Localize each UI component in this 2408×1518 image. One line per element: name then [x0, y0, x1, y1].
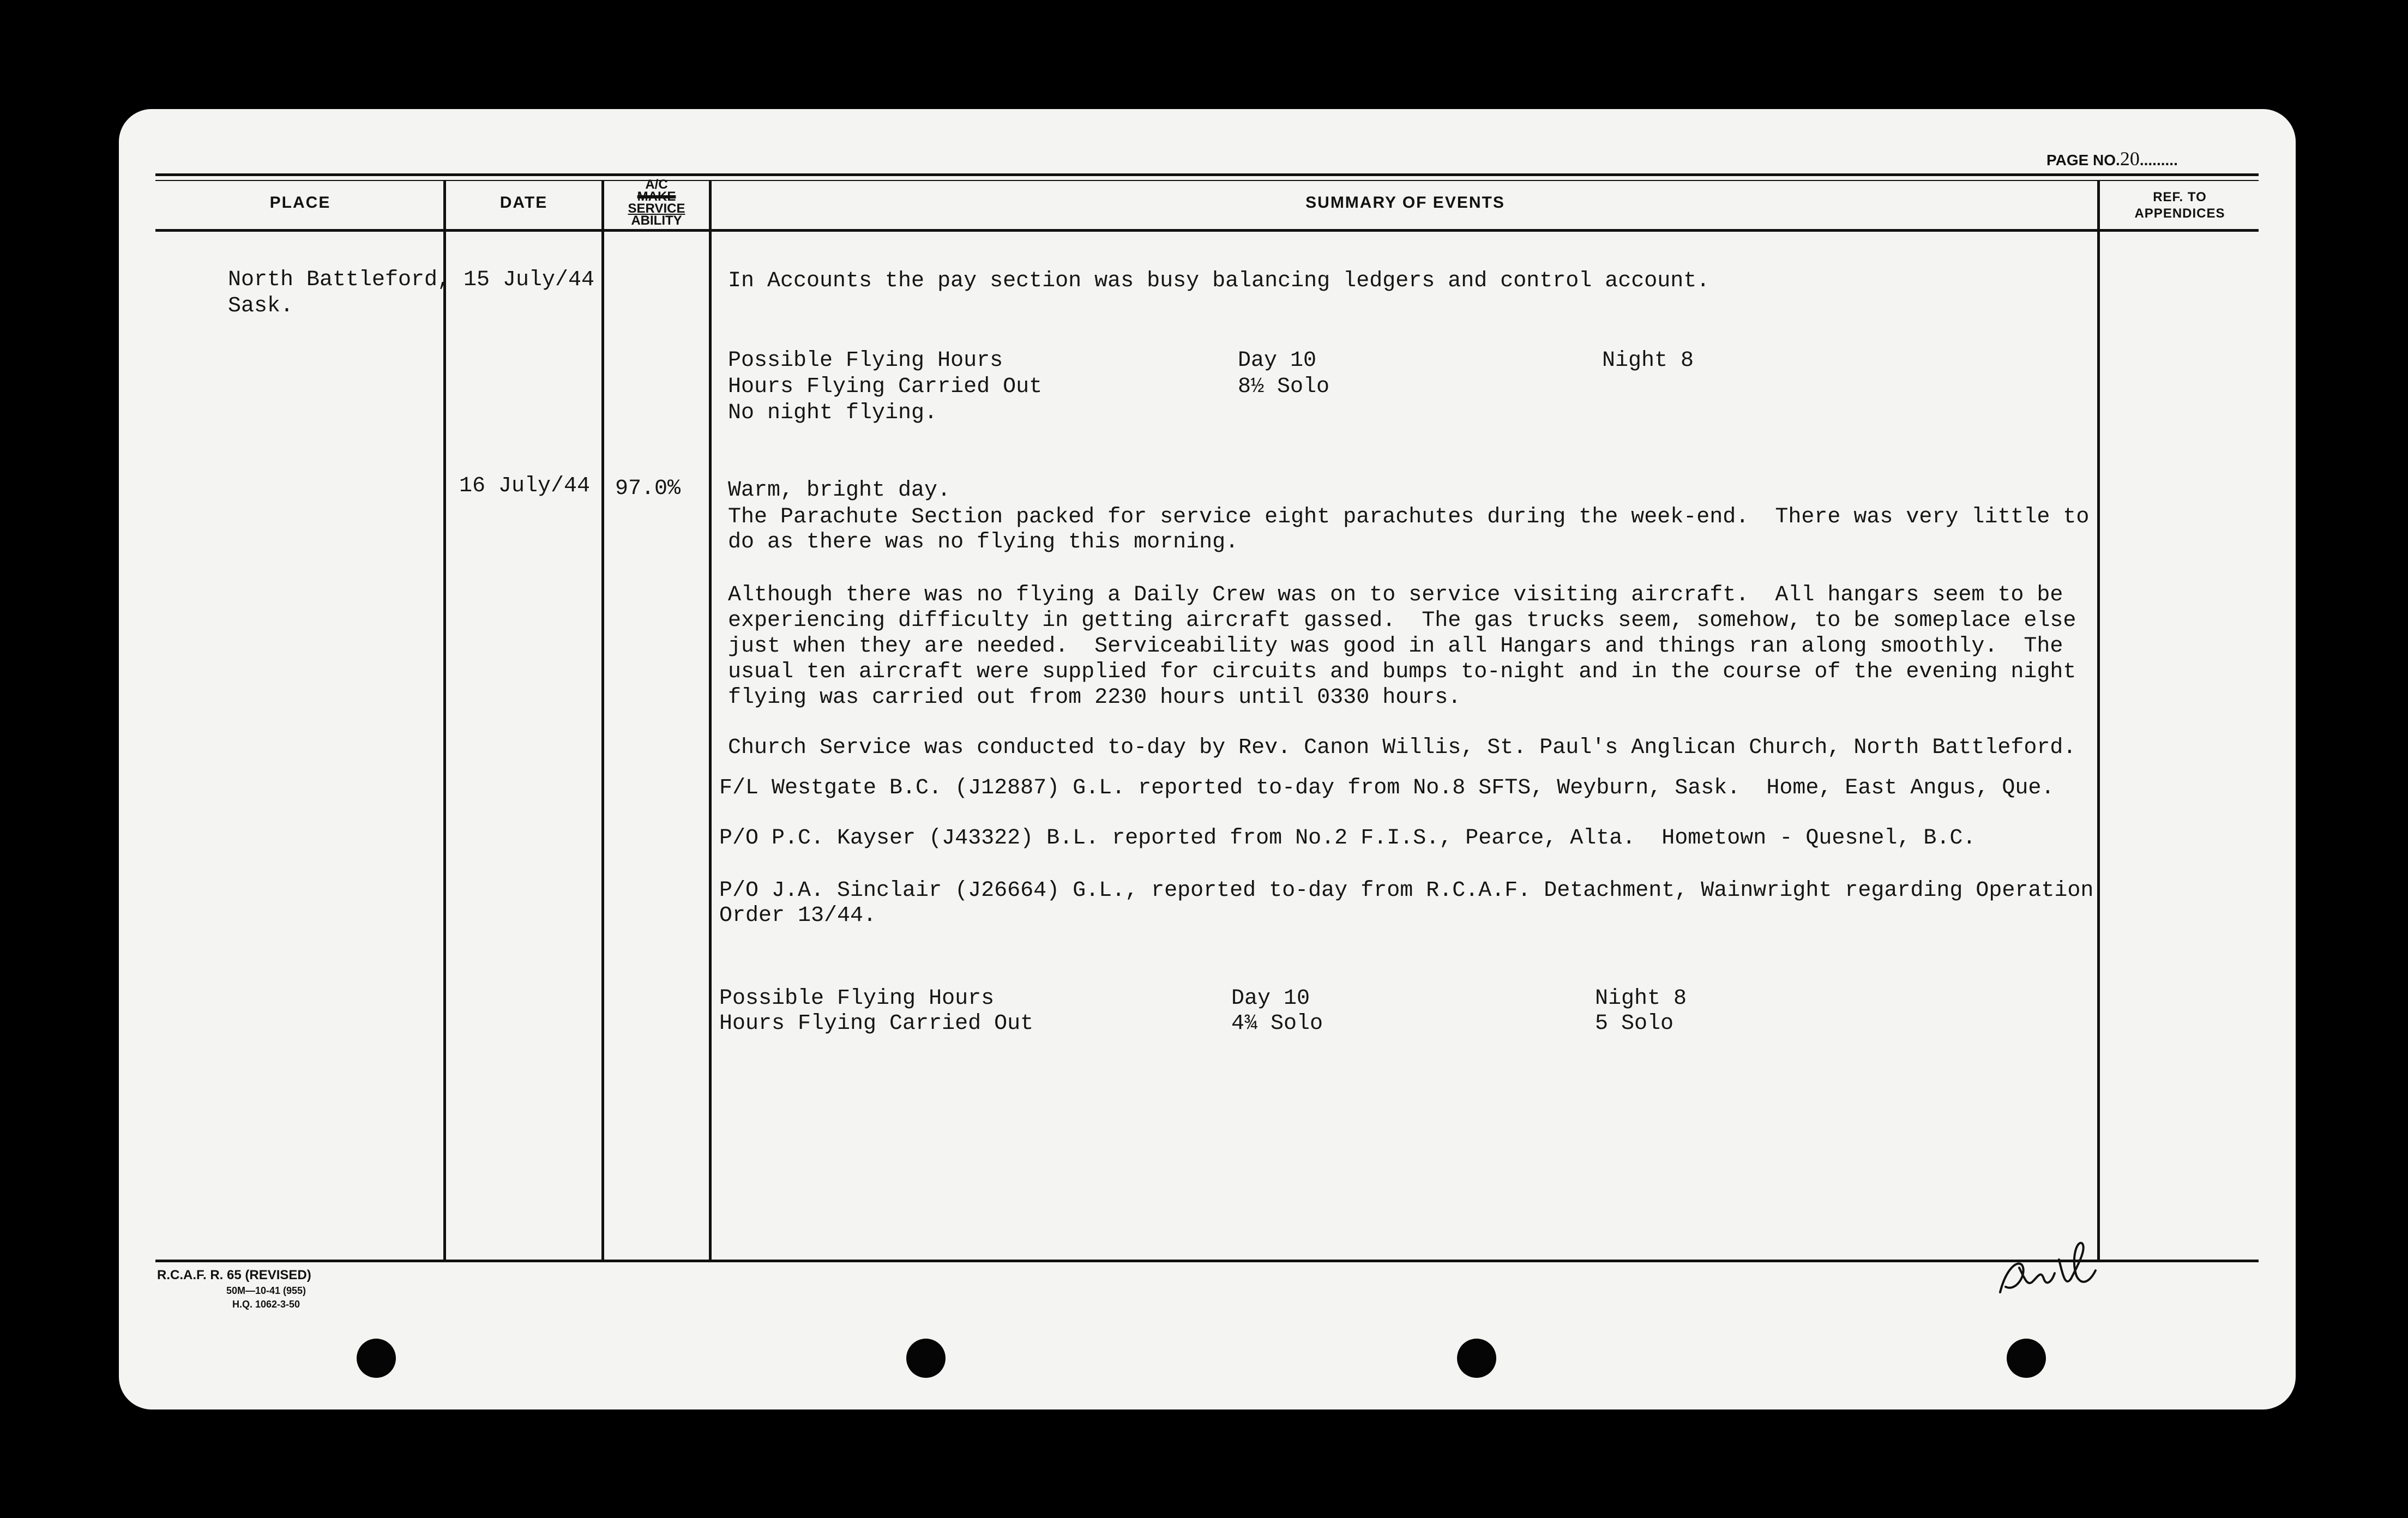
header-ref	[2101, 189, 2259, 222]
header-make: MAKE	[637, 189, 676, 204]
place-province: Sask.	[228, 294, 294, 318]
top-rule-thin	[155, 180, 2259, 181]
crew-line-5: flying was carried out from 2230 hours until 0330 hours.	[728, 685, 1461, 710]
entry1-accounts: In Accounts the pay section was busy balancing ledgers and control account.	[728, 269, 1710, 293]
punch-hole-4	[2007, 1339, 2046, 1378]
summary-ref-divider	[2097, 180, 2100, 1260]
form-hq-ref: H.Q. 1062-3-50	[232, 1299, 300, 1310]
crew-line-2: experiencing difficulty in getting aircraft gassed. The gas trucks seem, somehow, to be someplace else	[728, 609, 2076, 633]
parachute-line-2: do as there was no flying this morning.	[728, 530, 1239, 555]
crew-line-3: just when they are needed. Serviceability was good in all Hangars and things ran along smoothly. The	[728, 634, 2063, 659]
entry2-night: Night 8	[1595, 986, 1687, 1011]
bottom-rule	[155, 1260, 2259, 1262]
header-ref-to: REF. TO	[2153, 190, 2207, 204]
punch-hole-3	[1457, 1339, 1496, 1378]
header-appendices: APPENDICES	[2134, 206, 2225, 221]
sinclair-line-1: P/O J.A. Sinclair (J26664) G.L., reported to-day from R.C.A.F. Detachment, Wainwright regarding Operation	[719, 878, 2094, 903]
header-ability: ABILITY	[631, 213, 682, 228]
entry1-no-night: No night flying.	[728, 401, 938, 425]
entry2-weather: Warm, bright day.	[728, 478, 951, 503]
entry2-day-carried: 4¾ Solo	[1231, 1011, 1323, 1036]
form-number: R.C.A.F. R. 65 (REVISED)	[157, 1268, 311, 1282]
page-number-value: 20	[2120, 148, 2140, 170]
entry2-night-carried: 5 Solo	[1595, 1011, 1674, 1036]
punch-hole-2	[906, 1339, 946, 1378]
page-number-fill: .........	[2139, 152, 2178, 168]
parachute-line-1: The Parachute Section packed for service eight parachutes during the week-end. There was very little to	[728, 505, 2090, 529]
header-summary: SUMMARY OF EVENTS	[1305, 194, 1505, 212]
signature-initials	[1995, 1227, 2104, 1309]
entry1-carried-label: Hours Flying Carried Out	[728, 375, 1043, 399]
header-serviceability	[604, 179, 709, 227]
header-rule	[155, 229, 2259, 232]
crew-line-4: usual ten aircraft were supplied for circuits and bumps to-night and in the course of the evening night	[728, 660, 2076, 684]
service-summary-divider	[709, 180, 712, 1260]
punch-hole-1	[357, 1339, 396, 1378]
page-number	[2046, 147, 2178, 170]
form-print-run: 50M—10-41 (955)	[226, 1285, 306, 1296]
header-ac: A/C	[645, 177, 668, 192]
sinclair-line-2: Order 13/44.	[719, 903, 877, 928]
entry2-possible-label: Possible Flying Hours	[719, 986, 995, 1011]
westgate-posting: F/L Westgate B.C. (J12887) G.L. reported to-day from No.8 SFTS, Weyburn, Sask. Home, East Angus, Que.	[719, 776, 2055, 800]
entry1-date: 15 July/44	[463, 268, 595, 292]
header-place: PLACE	[269, 194, 331, 212]
place-name: North Battleford,	[228, 268, 451, 292]
crew-line-1: Although there was no flying a Daily Crew was on to service visiting aircraft. All hangars seem to be	[728, 583, 2063, 607]
entry2-carried-label: Hours Flying Carried Out	[719, 1011, 1034, 1036]
entry2-day: Day 10	[1231, 986, 1310, 1011]
top-rule	[155, 173, 2259, 176]
kayser-posting: P/O P.C. Kayser (J43322) B.L. reported from No.2 F.I.S., Pearce, Alta. Hometown - Quesnel, B.C.	[719, 826, 1976, 851]
entry2-date: 16 July/44	[459, 474, 591, 498]
entry2-serviceability: 97.0%	[615, 477, 681, 501]
church-service: Church Service was conducted to-day by Rev. Canon Willis, St. Paul's Anglican Church, North Battleford.	[728, 736, 2076, 760]
entry1-day-carried: 8½ Solo	[1238, 375, 1330, 399]
header-date: DATE	[499, 194, 548, 212]
entry1-day: Day 10	[1238, 348, 1317, 373]
date-service-divider	[601, 180, 604, 1260]
place-date-divider	[443, 180, 446, 1260]
document-card	[119, 109, 2296, 1409]
entry1-possible-label: Possible Flying Hours	[728, 348, 1003, 373]
header-service: SERVICE	[628, 201, 685, 216]
page-number-label: PAGE NO.	[2046, 152, 2120, 168]
entry1-night: Night 8	[1602, 348, 1694, 373]
